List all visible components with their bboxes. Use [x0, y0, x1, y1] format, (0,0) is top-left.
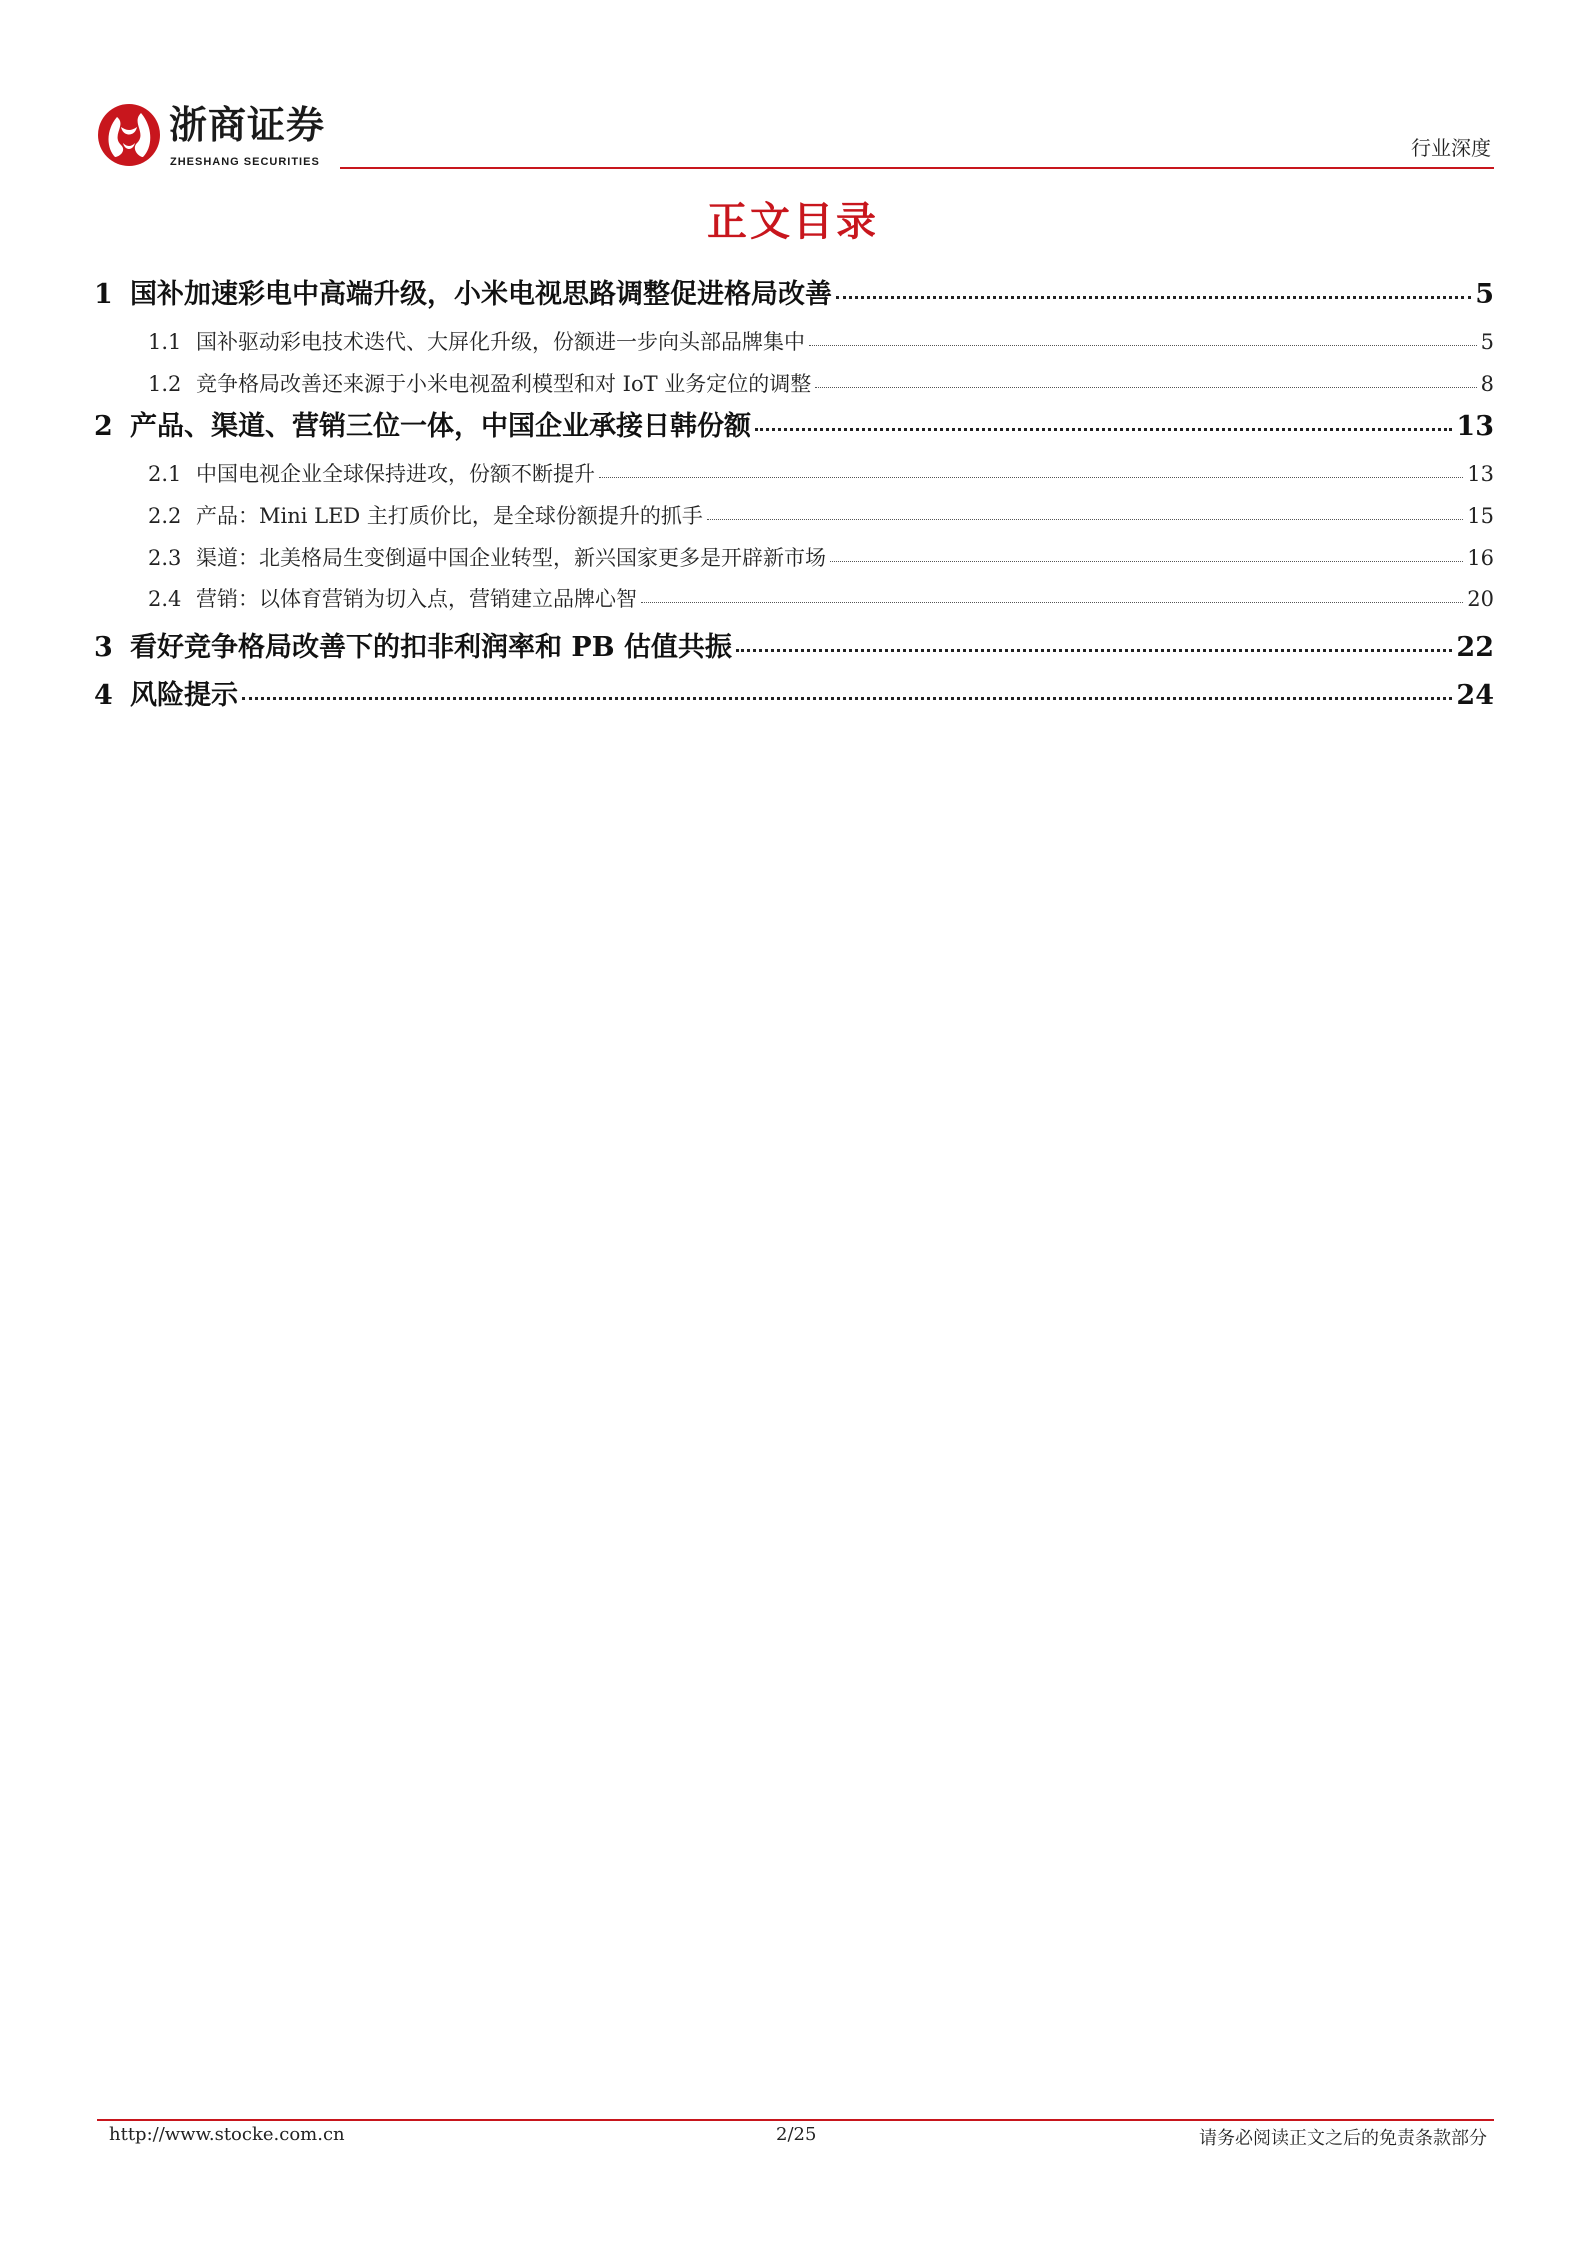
brand-logo: [97, 102, 337, 172]
toc-entry-text: 国补驱动彩电技术迭代、大屏化升级，份额进一步向头部品牌集中: [196, 330, 805, 354]
toc-entry-page: 24: [1456, 680, 1494, 711]
toc-entry-text: 产品：Mini LED 主打质价比，是全球份额提升的抓手: [196, 504, 703, 528]
footer-divider: [97, 2119, 1494, 2121]
toc-entry-page: 5: [1475, 279, 1494, 310]
toc-leader-dots: [815, 370, 1476, 391]
toc-entry-page: 20: [1467, 587, 1494, 611]
toc-entry-number: 2.4: [148, 587, 182, 611]
footer-disclaimer: 请务必阅读正文之后的免责条款部分: [1199, 2128, 1487, 2149]
toc-leader-dots: [707, 502, 1463, 523]
toc-entry-subsection[interactable]: [148, 583, 1494, 617]
toc-entry-page: 16: [1467, 546, 1494, 570]
toc-entry-page: 13: [1456, 411, 1494, 442]
toc-entry-page: 22: [1456, 632, 1494, 663]
toc-leader-dots: [830, 544, 1463, 565]
toc-entry-text: 风险提示: [130, 680, 238, 711]
toc-entry-number: 2: [94, 411, 113, 442]
toc-entry-section[interactable]: [94, 673, 1494, 713]
report-type-label: 行业深度: [1411, 136, 1491, 160]
toc-entry-text: 竞争格局改善还来源于小米电视盈利模型和对 IoT 业务定位的调整: [196, 372, 812, 396]
toc-entry-section[interactable]: [94, 404, 1494, 444]
toc-entry-text: 营销：以体育营销为切入点，营销建立品牌心智: [196, 587, 637, 611]
toc-leader-dots: [736, 629, 1452, 656]
toc-entry-page: 15: [1467, 504, 1494, 528]
toc-entry-page: 8: [1480, 372, 1494, 396]
toc-entry-text: 产品、渠道、营销三位一体，中国企业承接日韩份额: [130, 411, 751, 442]
toc-leader-dots: [836, 276, 1471, 303]
toc-entry-number: 1: [94, 279, 113, 310]
toc-leader-dots: [641, 585, 1463, 606]
toc-entry-number: 2.2: [148, 504, 182, 528]
header-divider: [340, 167, 1494, 169]
toc-title: 正文目录: [707, 199, 879, 245]
toc-entry-number: 2.3: [148, 546, 182, 570]
page-indicator: 2/25: [776, 2124, 817, 2145]
toc-entry-number: 4: [94, 680, 113, 711]
brand-name-cn: 浙商证券: [169, 103, 326, 147]
toc-entry-text: 中国电视企业全球保持进攻，份额不断提升: [196, 462, 595, 486]
toc-entry-subsection[interactable]: [148, 458, 1494, 492]
zheshang-logo-icon: [97, 103, 161, 167]
toc-entry-section[interactable]: [94, 625, 1494, 665]
toc-entry-text: 渠道：北美格局生变倒逼中国企业转型，新兴国家更多是开辟新市场: [196, 546, 826, 570]
toc-entry-subsection[interactable]: [148, 326, 1494, 360]
toc-entry-number: 2.1: [148, 462, 182, 486]
brand-name-en: ZHESHANG SECURITIES: [170, 156, 320, 168]
toc-entry-number: 1.1: [148, 330, 182, 354]
toc-entry-page: 13: [1467, 462, 1494, 486]
footer-url-link[interactable]: http://www.stocke.com.cn: [109, 2124, 345, 2145]
toc-entry-subsection[interactable]: [148, 542, 1494, 576]
toc-entry-text: 国补加速彩电中高端升级，小米电视思路调整促进格局改善: [130, 279, 832, 310]
toc-entry-page: 5: [1480, 330, 1494, 354]
toc-entry-subsection[interactable]: [148, 500, 1494, 534]
toc-leader-dots: [599, 460, 1463, 481]
toc-entry-text: 看好竞争格局改善下的扣非利润率和 PB 估值共振: [130, 632, 732, 663]
toc-entry-number: 3: [94, 632, 113, 663]
toc-leader-dots: [755, 408, 1452, 435]
toc-leader-dots: [809, 328, 1477, 349]
toc-leader-dots: [242, 677, 1452, 704]
toc-entry-subsection[interactable]: [148, 368, 1494, 402]
toc-entry-section[interactable]: [94, 272, 1494, 312]
toc-entry-number: 1.2: [148, 372, 182, 396]
